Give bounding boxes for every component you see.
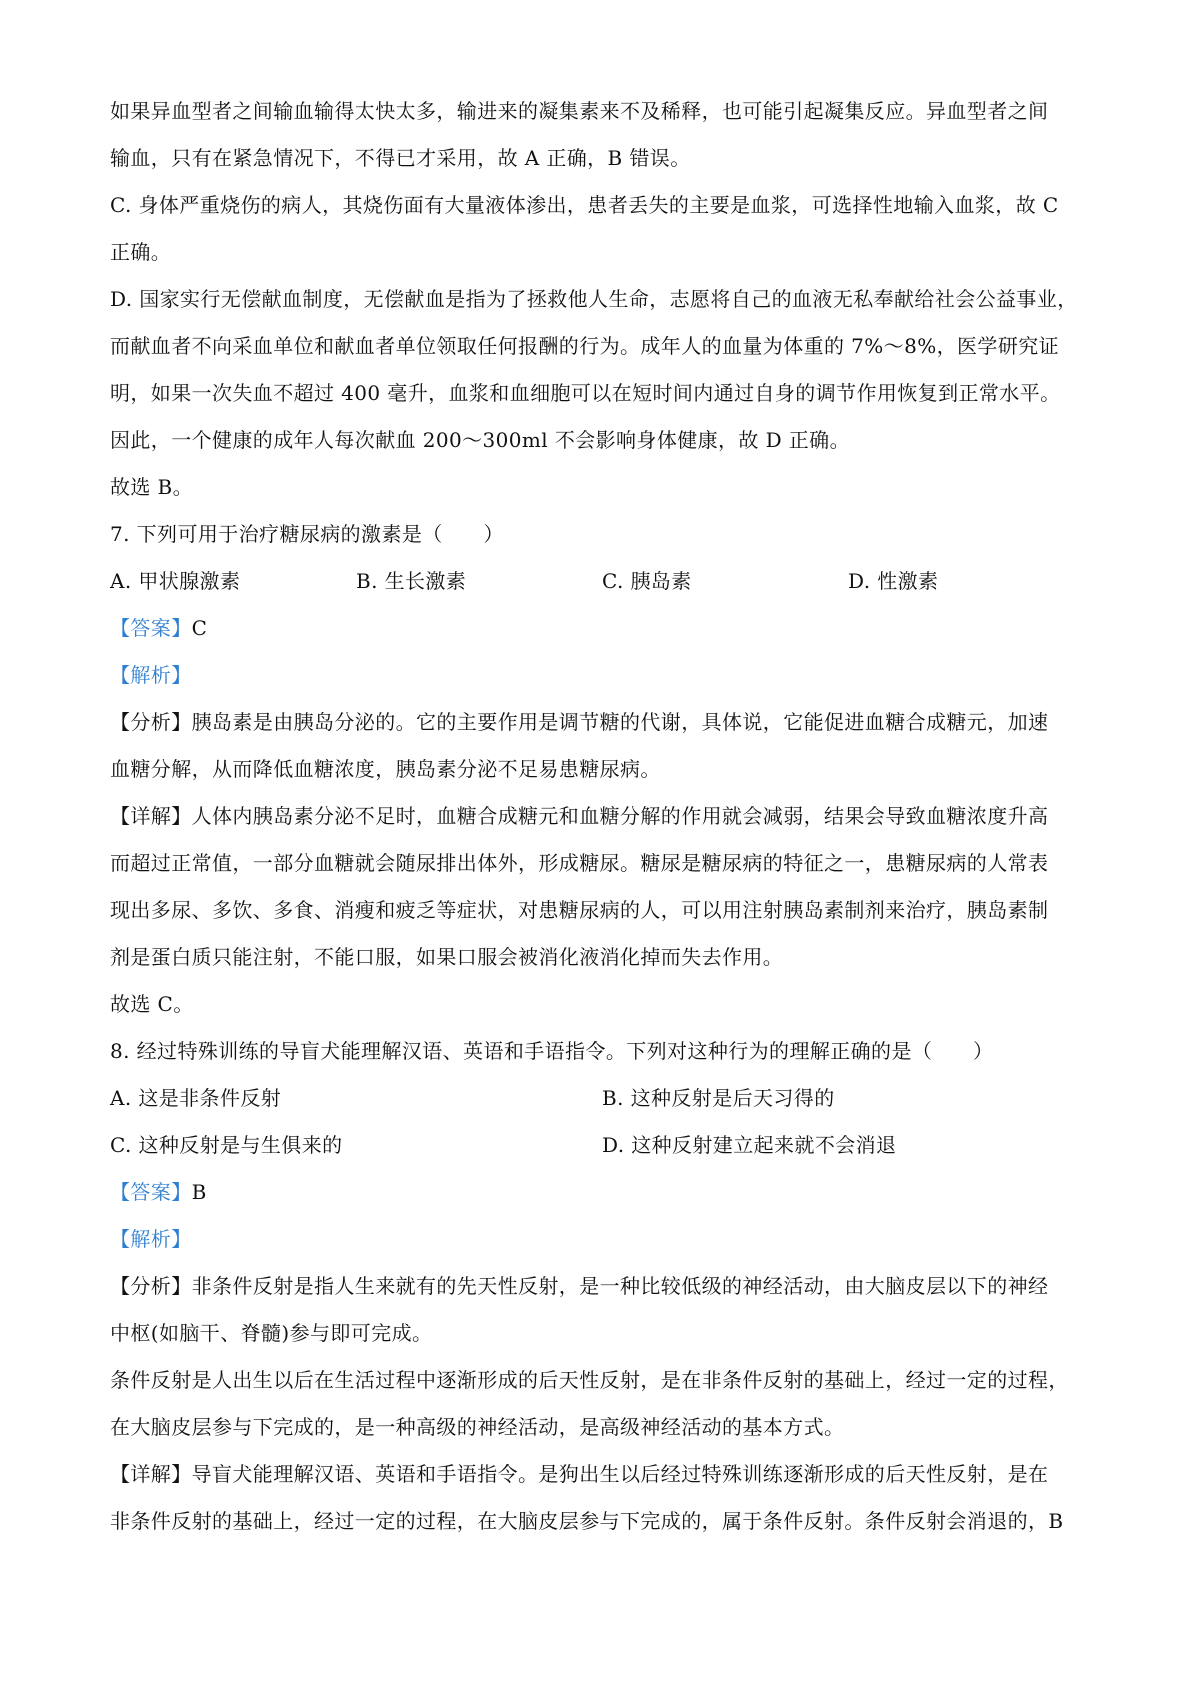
question-7-options xyxy=(110,566,1095,596)
fenxi-tag: 【分析】 xyxy=(110,710,192,734)
analysis-line xyxy=(110,1224,1095,1254)
answer-tag: 【答案】 xyxy=(110,1180,192,1204)
xiangjie-tag: 【详解】 xyxy=(110,1462,192,1486)
option-d: D. 性激素 xyxy=(848,569,939,593)
fenxi-line xyxy=(110,707,1095,737)
option-b: B. 这种反射是后天习得的 xyxy=(602,1086,835,1110)
text-line: 正确。 xyxy=(110,240,172,264)
text-line: 剂是蛋白质只能注射，不能口服，如果口服会被消化液消化掉而失去作用。 xyxy=(110,945,784,969)
question-7-stem: 7. 下列可用于治疗糖尿病的激素是（ ） xyxy=(110,522,504,546)
document-page xyxy=(110,96,1095,1553)
text-line: 非条件反射的基础上，经过一定的过程，在大脑皮层参与下完成的，属于条件反射。条件反射会消退的，B xyxy=(110,1509,1064,1533)
option-a: A. 这是非条件反射 xyxy=(110,1086,282,1110)
text-line: 因此，一个健康的成年人每次献血 200～300ml 不会影响身体健康，故 D 正确。 xyxy=(110,428,850,452)
text-line: 血糖分解，从而降低血糖浓度，胰岛素分泌不足易患糖尿病。 xyxy=(110,757,661,781)
fenxi-line xyxy=(110,1271,1095,1301)
analysis-line xyxy=(110,660,1095,690)
conclusion-text: 故选 B。 xyxy=(110,475,194,499)
answer-value: B xyxy=(191,1180,207,1204)
text-line: C. 身体严重烧伤的病人，其烧伤面有大量液体渗出，患者丢失的主要是血浆，可选择性地输入血浆，故 C xyxy=(110,193,1059,217)
text-line: 而超过正常值，一部分血糖就会随尿排出体外，形成糖尿。糖尿是糖尿病的特征之一，患糖尿病的人常表 xyxy=(110,851,1049,875)
text-line: D. 国家实行无偿献血制度，无偿献血是指为了拯救他人生命，志愿将自己的血液无私奉献给社会公益事业， xyxy=(110,287,1078,311)
xiangjie-line xyxy=(110,801,1095,831)
xiangjie-text: 人体内胰岛素分泌不足时，血糖合成糖元和血糖分解的作用就会减弱，结果会导致血糖浓度升高 xyxy=(191,804,1049,828)
option-b: B. 生长激素 xyxy=(356,569,467,593)
option-d: D. 这种反射建立起来就不会消退 xyxy=(602,1133,897,1157)
question-8-stem: 8. 经过特殊训练的导盲犬能理解汉语、英语和手语指令。下列对这种行为的理解正确的是（ ） xyxy=(110,1039,994,1063)
text-line: 现出多尿、多饮、多食、消瘦和疲乏等症状，对患糖尿病的人，可以用注射胰岛素制剂来治疗，胰岛素制 xyxy=(110,898,1049,922)
text-line: 中枢(如脑干、脊髓)参与即可完成。 xyxy=(110,1321,433,1345)
analysis-tag: 【解析】 xyxy=(110,663,192,687)
xiangjie-text: 导盲犬能理解汉语、英语和手语指令。是狗出生以后经过特殊训练逐渐形成的后天性反射，是在 xyxy=(191,1462,1049,1486)
xiangjie-line xyxy=(110,1459,1095,1489)
question-8-options-row-1 xyxy=(110,1083,1095,1113)
answer-tag: 【答案】 xyxy=(110,616,192,640)
text-line: 明，如果一次失血不超过 400 毫升，血浆和血细胞可以在短时间内通过自身的调节作用恢复到正常水平。 xyxy=(110,381,1061,405)
fenxi-text: 胰岛素是由胰岛分泌的。它的主要作用是调节糖的代谢，具体说，它能促进血糖合成糖元，加速 xyxy=(191,710,1049,734)
answer-line xyxy=(110,1177,1095,1207)
option-c: C. 胰岛素 xyxy=(602,569,692,593)
text-line: 在大脑皮层参与下完成的，是一种高级的神经活动，是高级神经活动的基本方式。 xyxy=(110,1415,845,1439)
text-line: 如果异血型者之间输血输得太快太多，输进来的凝集素来不及稀释，也可能引起凝集反应。异血型者之间 xyxy=(110,99,1049,123)
conclusion-text: 故选 C。 xyxy=(110,992,194,1016)
xiangjie-tag: 【详解】 xyxy=(110,804,192,828)
question-8-options-row-2 xyxy=(110,1130,1095,1160)
fenxi-text: 非条件反射是指人生来就有的先天性反射，是一种比较低级的神经活动，由大脑皮层以下的神经 xyxy=(191,1274,1049,1298)
option-c: C. 这种反射是与生俱来的 xyxy=(110,1133,343,1157)
answer-value: C xyxy=(191,616,208,640)
text-line: 条件反射是人出生以后在生活过程中逐渐形成的后天性反射，是在非条件反射的基础上，经过一定的过程， xyxy=(110,1368,1069,1392)
text-line: 输血，只有在紧急情况下，不得已才采用，故 A 正确，B 错误。 xyxy=(110,146,691,170)
option-a: A. 甲状腺激素 xyxy=(110,569,241,593)
analysis-tag: 【解析】 xyxy=(110,1227,192,1251)
fenxi-tag: 【分析】 xyxy=(110,1274,192,1298)
text-line: 而献血者不向采血单位和献血者单位领取任何报酬的行为。成年人的血量为体重的 7%～8%，医学研究证 xyxy=(110,334,1060,358)
answer-line xyxy=(110,613,1095,643)
